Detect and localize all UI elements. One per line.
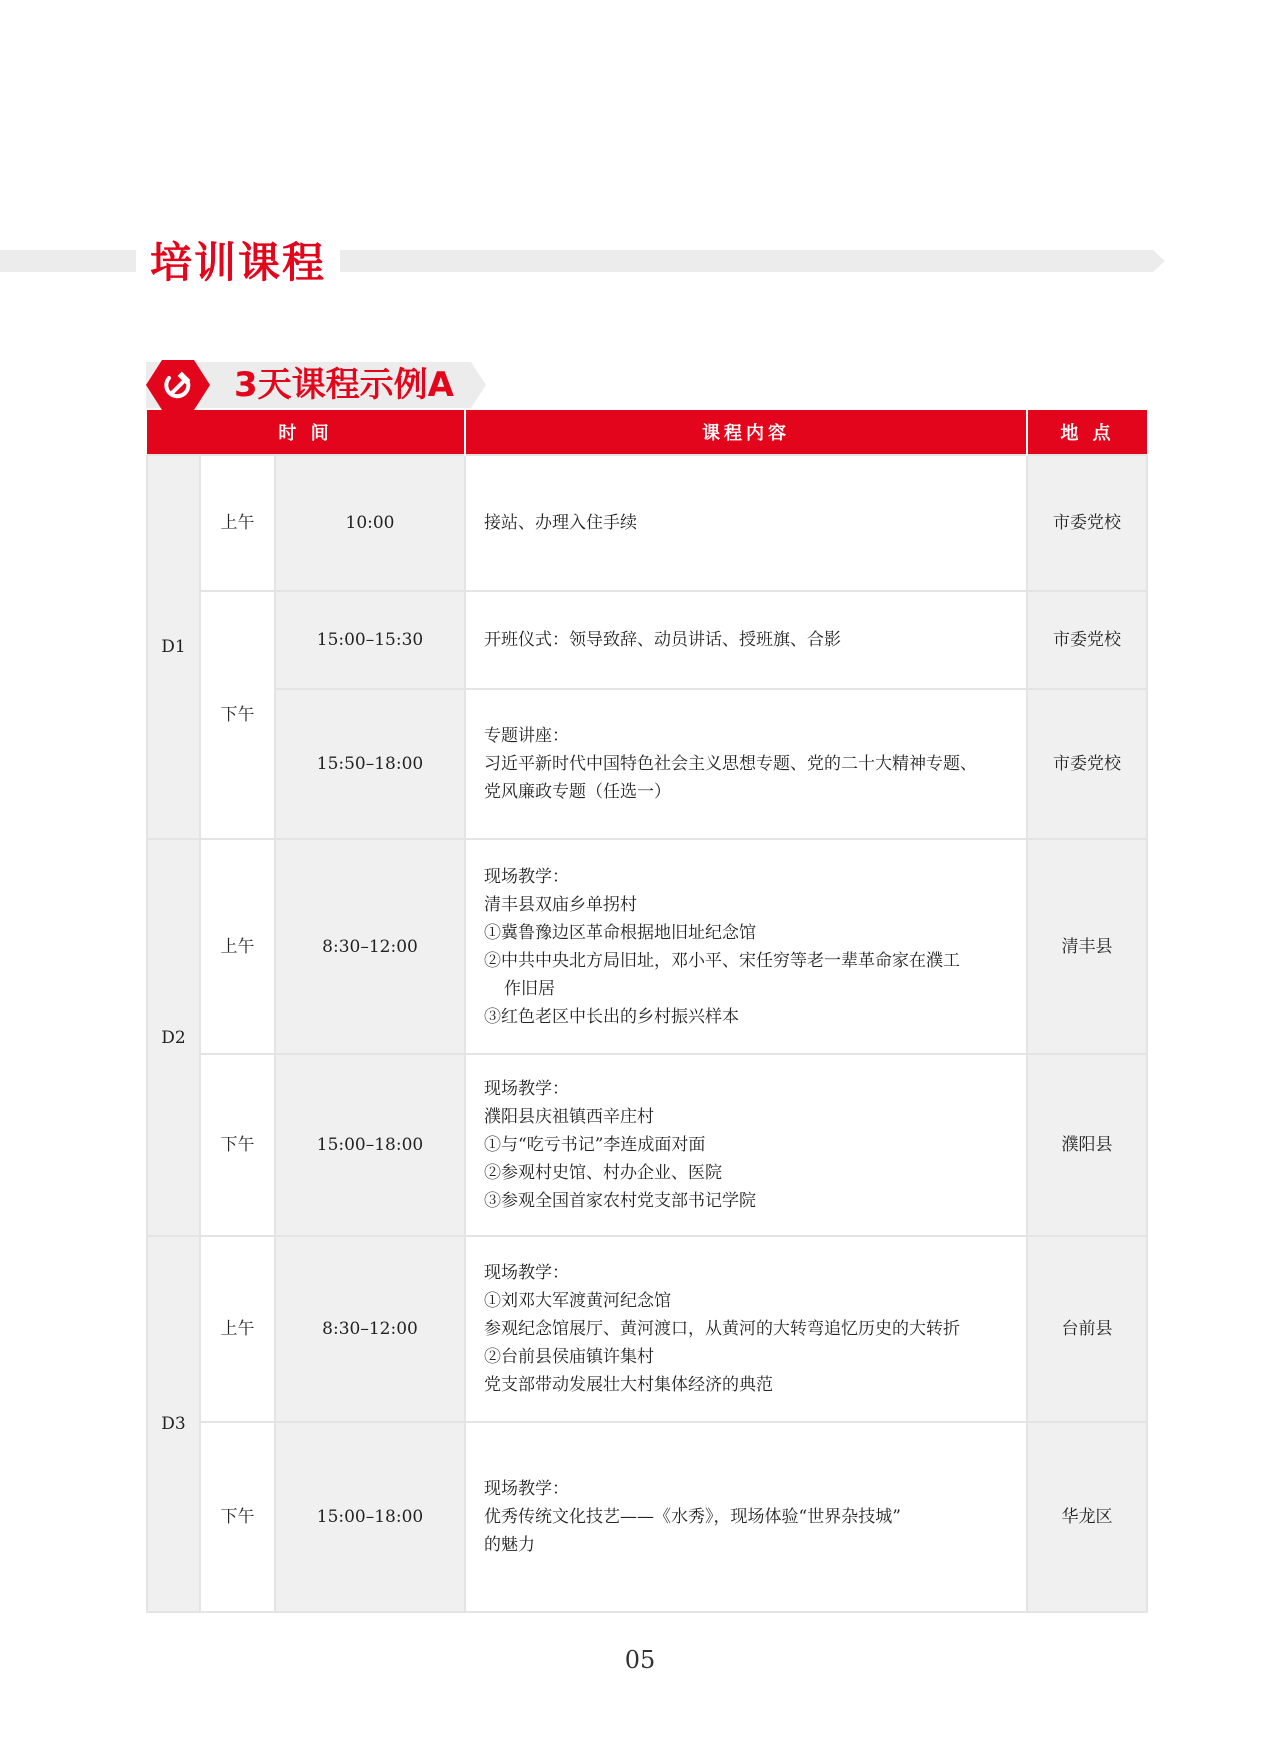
content-line: 习近平新时代中国特色社会主义思想专题、党的二十大精神专题、 [484,754,977,774]
table-row [147,1054,1147,1236]
content-line: 开班仪式：领导致辞、动员讲话、授班旗、合影 [484,630,841,650]
content-line: ②参观村史馆、村办企业、医院 [484,1163,722,1183]
place-cell: 市委党校 [1027,455,1147,591]
content-cell [465,1422,1027,1612]
course-schedule-table [146,410,1148,1613]
content-cell [465,689,1027,839]
time-cell: 8:30–12:00 [275,1236,465,1422]
period-cell: 下午 [200,1054,275,1236]
content-cell [465,839,1027,1054]
day-cell: D1 [147,455,200,839]
content-line: ③红色老区中长出的乡村振兴样本 [484,1006,739,1027]
table-row [147,689,1147,839]
table-row [147,455,1147,591]
content-line: ①刘邓大军渡黄河纪念馆 [484,1291,671,1311]
content-cell [465,591,1027,689]
place-cell: 市委党校 [1027,689,1147,839]
period-cell: 上午 [200,1236,275,1422]
day-cell: D2 [147,839,200,1236]
time-cell: 15:00–18:00 [275,1422,465,1612]
content-line: 参观纪念馆展厅、黄河渡口，从黄河的大转弯追忆历史的大转折 [484,1319,960,1339]
period-cell: 下午 [200,591,275,839]
content-line: 现场教学： [484,1079,569,1099]
content-line: ②中共中央北方局旧址，邓小平、宋任穷等老一辈革命家在濮工 [484,950,960,971]
content-line: 现场教学： [484,866,569,887]
place-cell: 台前县 [1027,1236,1147,1422]
content-line: 现场教学： [484,1479,569,1499]
page-number: 05 [624,1646,656,1674]
content-line: ③参观全国首家农村党支部书记学院 [484,1191,756,1211]
content-line: 党风廉政专题（任选一） [484,782,671,802]
place-cell: 濮阳县 [1027,1054,1147,1236]
content-line: 接站、办理入住手续 [484,513,637,533]
section-title: 3天课程示例A [234,365,454,405]
table-header-row [147,410,1147,455]
content-line: ②台前县侯庙镇许集村 [484,1347,654,1367]
place-cell: 华龙区 [1027,1422,1147,1612]
table-row [147,591,1147,689]
table-row [147,1422,1147,1612]
content-line: 濮阳县庆祖镇西辛庄村 [484,1107,654,1127]
period-cell: 上午 [200,839,275,1054]
content-line: ①与“吃亏书记”李连成面对面 [484,1135,706,1155]
content-line: 优秀传统文化技艺——《水秀》，现场体验“世界杂技城” [484,1507,901,1527]
content-line: 清丰县双庙乡单拐村 [484,894,637,915]
place-cell: 清丰县 [1027,839,1147,1054]
page-title: 培训课程 [136,232,340,294]
period-cell: 下午 [200,1422,275,1612]
period-cell: 上午 [200,455,275,591]
content-line: ①冀鲁豫边区革命根据地旧址纪念馆 [484,922,756,943]
content-line: 作旧居 [504,978,555,999]
time-cell: 15:50–18:00 [275,689,465,839]
content-line: 专题讲座： [484,726,569,746]
content-cell [465,1054,1027,1236]
header-place: 地 点 [1027,410,1147,455]
content-cell [465,455,1027,591]
time-cell: 15:00–15:30 [275,591,465,689]
content-line: 党支部带动发展壮大村集体经济的典范 [484,1375,773,1395]
time-cell: 15:00–18:00 [275,1054,465,1236]
table-row [147,839,1147,1054]
content-cell [465,1236,1027,1422]
day-cell: D3 [147,1236,200,1612]
table-row [147,1236,1147,1422]
time-cell: 10:00 [275,455,465,591]
place-cell: 市委党校 [1027,591,1147,689]
header-time: 时 间 [147,410,465,455]
time-cell: 8:30–12:00 [275,839,465,1054]
header-content: 课程内容 [465,410,1027,455]
content-line: 现场教学： [484,1263,569,1283]
content-line: 的魅力 [484,1535,535,1555]
